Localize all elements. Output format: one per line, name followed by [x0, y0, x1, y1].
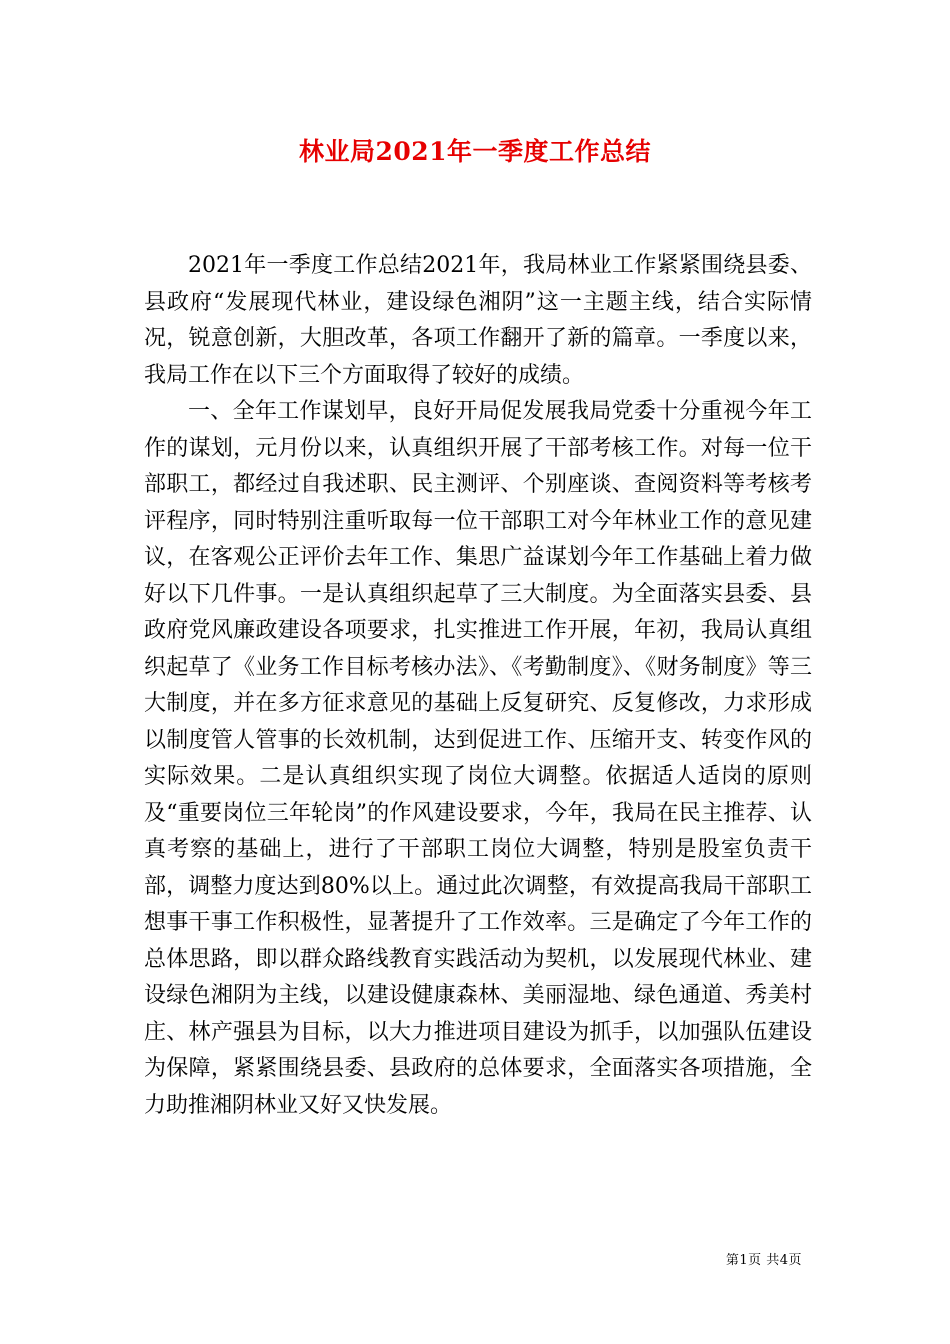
paragraph-intro: 2021年一季度工作总结2021年，我局林业工作紧紧围绕县委、县政府“发展现代林业，建设绿色湘阴”这一主题主线，结合实际情况，锐意创新，大胆改革，各项工作翻开了新的篇章。一季度以来，我局工作在以下三个方面取得了较好的成绩。 [144, 253, 812, 388]
page-number-footer: 第1页 共4页 [725, 1253, 802, 1268]
paragraph-section-one: 一、全年工作谋划早，良好开局促发展我局党委十分重视今年工作的谋划，元月份以来，认真组织开展了干部考核工作。对每一位干部职工，都经过自我述职、民主测评、个别座谈、查阅资料等考核考评程序，同时特别注重听取每一位干部职工对今年林业工作的意见建议，在客观公正评价去年工作、集思广益谋划今年工作基础上着力做好以下几件事。一是认真组织起草了三大制度。为全面落实县委、县政府党风廉政建设各项要求，扎实推进工作开展，年初，我局认真组织起草了《业务工作目标考核办法》、《考勤制度》、《财务制度》等三大制度，并在多方征求意见的基础上反复研究、反复修改，力求形成以制度管人管事的长效机制，达到促进工作、压缩开支、转变作风的实际效果。二是认真组织实现了岗位大调整。依据适人适岗的原则及“重要岗位三年轮岗”的作风建设要求，今年，我局在民主推荐、认真考察的基础上，进行了干部职工岗位大调整，特别是股室负责干部，调整力度达到80%以上。通过此次调整，有效提高我局干部职工想事干事工作积极性，显著提升了工作效率。三是确定了今年工作的总体思路，即以群众路线教育实践活动为契机，以发展现代林业、建设绿色湘阴为主线，以建设健康森林、美丽湿地、绿色通道、秀美村庄、林产强县为目标，以大力推进项目建设为抓手，以加强队伍建设为保障，紧紧围绕县委、县政府的总体要求，全面落实各项措施，全力助推湘阴林业又好又快发展。 [144, 399, 812, 1118]
document-body [144, 248, 812, 1124]
document-title: 林业局2021年一季度工作总结 [298, 137, 652, 166]
